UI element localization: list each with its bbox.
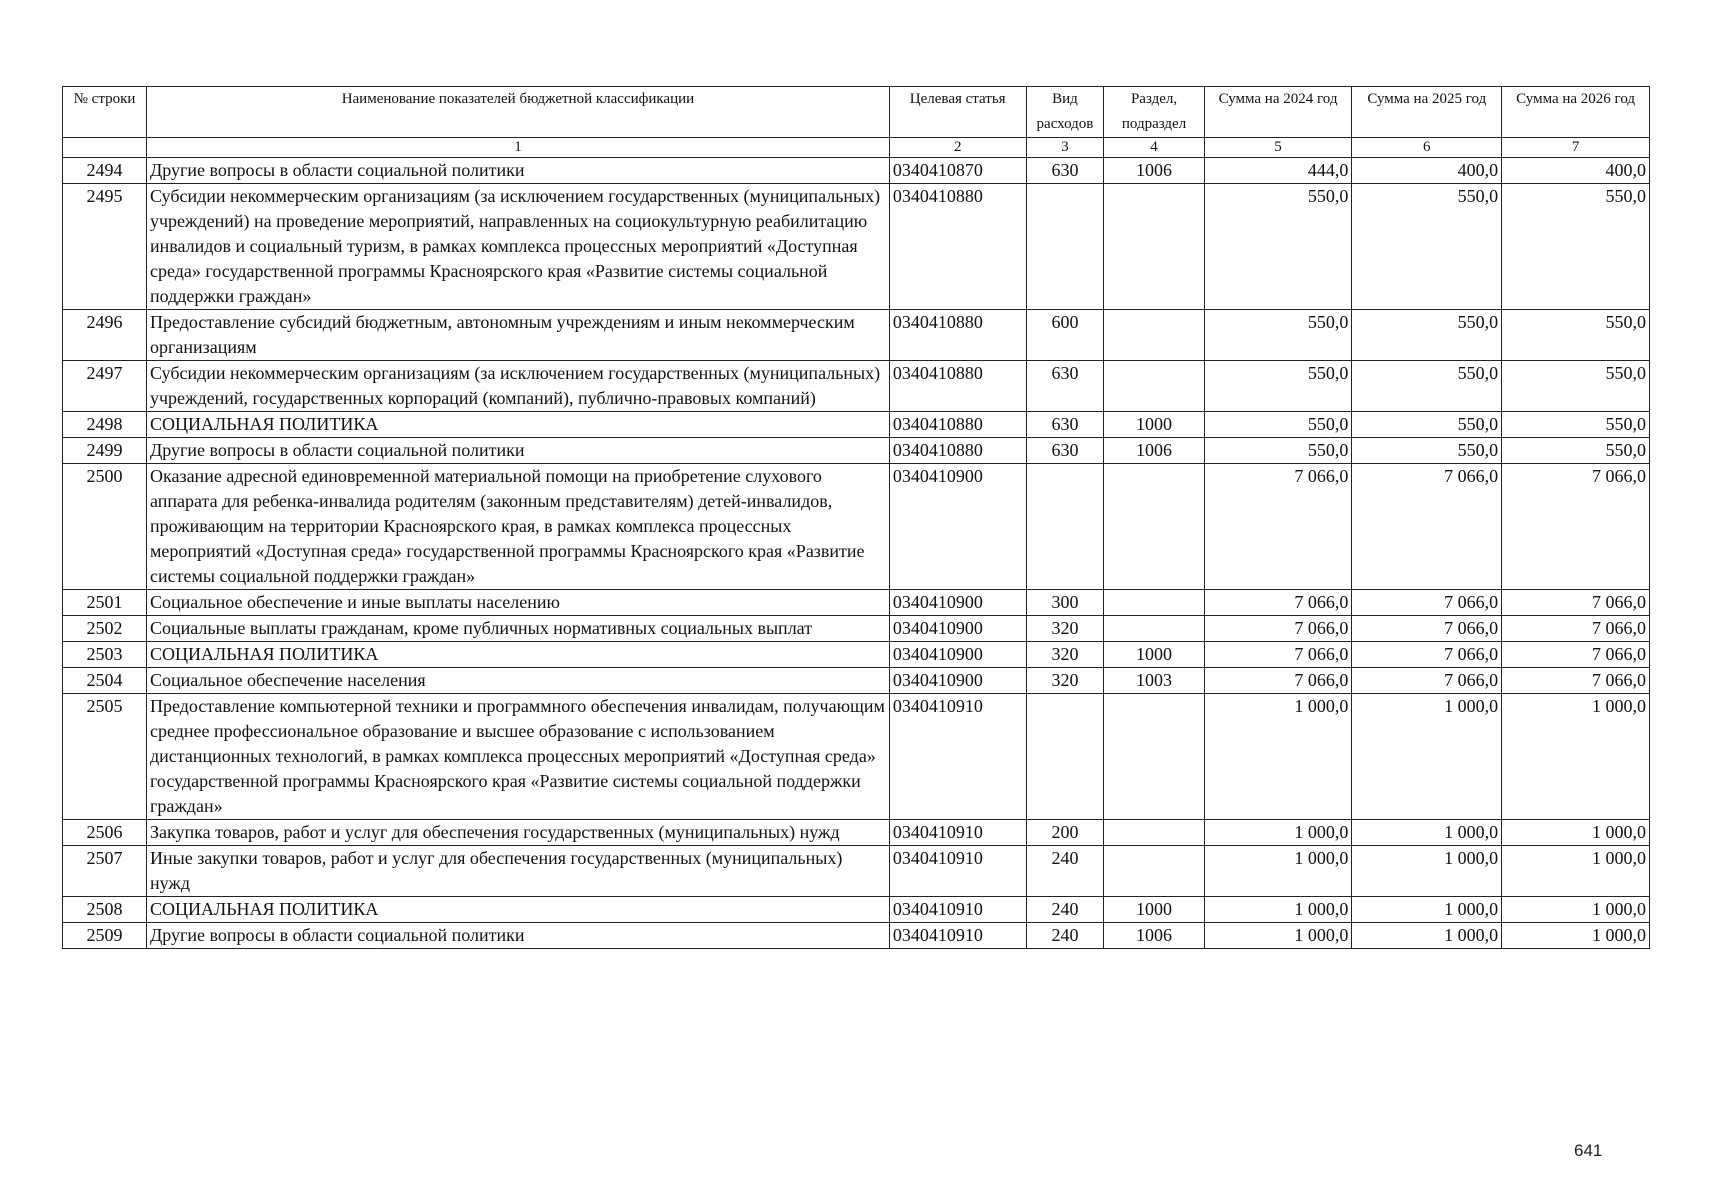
sum-2026-cell: 550,0: [1502, 361, 1650, 412]
expense-type-cell: 630: [1026, 438, 1104, 464]
section-cell: [1104, 820, 1204, 846]
sum-2025-cell: 550,0: [1352, 438, 1502, 464]
table-row: [63, 464, 1650, 590]
indicator-name-cell: Оказание адресной единовременной материальной помощи на приобретение слухового аппарата для ребенка-инвалида родителям (законным представителям) детей-инвалидов, проживающим на территории Красноярского края, в рамках комплекса процессных мероприятий «Доступная среда» государственной программы Красноярского края «Развитие системы социальной поддержки граждан»: [147, 464, 890, 590]
row-number-cell: 2497: [63, 361, 147, 412]
section-cell: [1104, 846, 1204, 897]
sum-2026-cell: 550,0: [1502, 184, 1650, 310]
sum-2026-cell: 550,0: [1502, 412, 1650, 438]
sum-2026-cell: 7 066,0: [1502, 464, 1650, 590]
column-number: 6: [1352, 138, 1502, 158]
table-row: [63, 668, 1650, 694]
column-number: 3: [1026, 138, 1104, 158]
target-article-cell: 0340410900: [889, 590, 1026, 616]
indicator-name-cell: Социальные выплаты гражданам, кроме публичных нормативных социальных выплат: [147, 616, 890, 642]
table-row: [63, 897, 1650, 923]
section-cell: 1000: [1104, 897, 1204, 923]
expense-type-cell: [1026, 464, 1104, 590]
sum-2026-cell: 1 000,0: [1502, 846, 1650, 897]
header-section: Раздел, подраздел: [1104, 87, 1204, 138]
sum-2024-cell: 7 066,0: [1204, 616, 1352, 642]
column-number: [63, 138, 147, 158]
section-cell: [1104, 310, 1204, 361]
row-number-cell: 2495: [63, 184, 147, 310]
expense-type-cell: 630: [1026, 361, 1104, 412]
table-row: [63, 184, 1650, 310]
section-cell: [1104, 184, 1204, 310]
sum-2025-cell: 550,0: [1352, 412, 1502, 438]
indicator-name-cell: Социальное обеспечение населения: [147, 668, 890, 694]
indicator-name-cell: Социальное обеспечение и иные выплаты населению: [147, 590, 890, 616]
table-row: [63, 310, 1650, 361]
sum-2024-cell: 550,0: [1204, 361, 1352, 412]
indicator-name-cell: Другие вопросы в области социальной политики: [147, 438, 890, 464]
sum-2024-cell: 1 000,0: [1204, 897, 1352, 923]
sum-2024-cell: 1 000,0: [1204, 923, 1352, 949]
table-row: [63, 642, 1650, 668]
indicator-name-cell: Другие вопросы в области социальной политики: [147, 158, 890, 184]
sum-2024-cell: 550,0: [1204, 438, 1352, 464]
budget-classification-table: [62, 86, 1650, 949]
expense-type-cell: [1026, 184, 1104, 310]
column-number: 7: [1502, 138, 1650, 158]
indicator-name-cell: СОЦИАЛЬНАЯ ПОЛИТИКА: [147, 642, 890, 668]
sum-2024-cell: 7 066,0: [1204, 668, 1352, 694]
sum-2026-cell: 550,0: [1502, 438, 1650, 464]
indicator-name-cell: СОЦИАЛЬНАЯ ПОЛИТИКА: [147, 412, 890, 438]
indicator-name-cell: Субсидии некоммерческим организациям (за исключением государственных (муниципальных) учреждений) на проведение мероприятий, направленных на социокультурную реабилитацию инвалидов и социальный туризм, в рамках комплекса процессных мероприятий «Доступная среда» государственной программы Красноярского края «Развитие системы социальной поддержки граждан»: [147, 184, 890, 310]
table-row: [63, 361, 1650, 412]
table-row: [63, 820, 1650, 846]
table-row: [63, 590, 1650, 616]
target-article-cell: 0340410910: [889, 694, 1026, 820]
target-article-cell: 0340410880: [889, 184, 1026, 310]
row-number-cell: 2496: [63, 310, 147, 361]
row-number-cell: 2502: [63, 616, 147, 642]
target-article-cell: 0340410910: [889, 923, 1026, 949]
row-number-cell: 2504: [63, 668, 147, 694]
sum-2025-cell: 7 066,0: [1352, 668, 1502, 694]
target-article-cell: 0340410900: [889, 464, 1026, 590]
indicator-name-cell: Предоставление субсидий бюджетным, автономным учреждениям и иным некоммерческим организациям: [147, 310, 890, 361]
section-cell: 1003: [1104, 668, 1204, 694]
section-cell: 1006: [1104, 158, 1204, 184]
row-number-cell: 2509: [63, 923, 147, 949]
row-number-cell: 2498: [63, 412, 147, 438]
section-cell: 1006: [1104, 438, 1204, 464]
target-article-cell: 0340410910: [889, 820, 1026, 846]
section-cell: [1104, 464, 1204, 590]
header-sum-2026: Сумма на 2026 год: [1502, 87, 1650, 138]
expense-type-cell: [1026, 694, 1104, 820]
table-row: [63, 694, 1650, 820]
row-number-cell: 2494: [63, 158, 147, 184]
row-number-cell: 2503: [63, 642, 147, 668]
indicator-name-cell: Иные закупки товаров, работ и услуг для обеспечения государственных (муниципальных) нужд: [147, 846, 890, 897]
indicator-name-cell: Субсидии некоммерческим организациям (за исключением государственных (муниципальных) учреждений, государственных корпораций (компаний), публично-правовых компаний): [147, 361, 890, 412]
sum-2024-cell: 1 000,0: [1204, 694, 1352, 820]
expense-type-cell: 320: [1026, 668, 1104, 694]
target-article-cell: 0340410900: [889, 642, 1026, 668]
row-number-cell: 2505: [63, 694, 147, 820]
header-sum-2025: Сумма на 2025 год: [1352, 87, 1502, 138]
header-name: Наименование показателей бюджетной классификации: [147, 87, 890, 138]
table-header: [63, 87, 1650, 158]
section-cell: 1006: [1104, 923, 1204, 949]
table-row: [63, 616, 1650, 642]
sum-2026-cell: 1 000,0: [1502, 820, 1650, 846]
indicator-name-cell: Закупка товаров, работ и услуг для обеспечения государственных (муниципальных) нужд: [147, 820, 890, 846]
indicator-name-cell: Предоставление компьютерной техники и программного обеспечения инвалидам, получающим среднее профессиональное образование и высшее образование с использованием дистанционных технологий, в рамках комплекса процессных мероприятий «Доступная среда» государственной программы Красноярского края «Развитие системы социальной поддержки граждан»: [147, 694, 890, 820]
target-article-cell: 0340410900: [889, 616, 1026, 642]
section-cell: [1104, 616, 1204, 642]
row-number-cell: 2506: [63, 820, 147, 846]
expense-type-cell: 300: [1026, 590, 1104, 616]
table-row: [63, 923, 1650, 949]
column-number: 5: [1204, 138, 1352, 158]
sum-2025-cell: 7 066,0: [1352, 642, 1502, 668]
target-article-cell: 0340410910: [889, 897, 1026, 923]
target-article-cell: 0340410880: [889, 310, 1026, 361]
sum-2026-cell: 7 066,0: [1502, 590, 1650, 616]
sum-2026-cell: 1 000,0: [1502, 694, 1650, 820]
expense-type-cell: 600: [1026, 310, 1104, 361]
sum-2025-cell: 7 066,0: [1352, 616, 1502, 642]
indicator-name-cell: Другие вопросы в области социальной политики: [147, 923, 890, 949]
sum-2025-cell: 1 000,0: [1352, 846, 1502, 897]
sum-2024-cell: 1 000,0: [1204, 846, 1352, 897]
target-article-cell: 0340410910: [889, 846, 1026, 897]
row-number-cell: 2501: [63, 590, 147, 616]
target-article-cell: 0340410880: [889, 438, 1026, 464]
sum-2025-cell: 7 066,0: [1352, 464, 1502, 590]
expense-type-cell: 200: [1026, 820, 1104, 846]
sum-2026-cell: 7 066,0: [1502, 668, 1650, 694]
header-sum-2024: Сумма на 2024 год: [1204, 87, 1352, 138]
sum-2025-cell: 550,0: [1352, 310, 1502, 361]
sum-2025-cell: 1 000,0: [1352, 694, 1502, 820]
target-article-cell: 0340410880: [889, 412, 1026, 438]
sum-2024-cell: 1 000,0: [1204, 820, 1352, 846]
sum-2025-cell: 550,0: [1352, 184, 1502, 310]
row-number-cell: 2508: [63, 897, 147, 923]
sum-2026-cell: 550,0: [1502, 310, 1650, 361]
sum-2024-cell: 7 066,0: [1204, 590, 1352, 616]
row-number-cell: 2507: [63, 846, 147, 897]
expense-type-cell: 240: [1026, 897, 1104, 923]
sum-2026-cell: 7 066,0: [1502, 642, 1650, 668]
sum-2025-cell: 550,0: [1352, 361, 1502, 412]
expense-type-cell: 630: [1026, 158, 1104, 184]
table-row: [63, 412, 1650, 438]
header-expense-type: Вид расходов: [1026, 87, 1104, 138]
section-cell: 1000: [1104, 642, 1204, 668]
expense-type-cell: 630: [1026, 412, 1104, 438]
sum-2025-cell: 7 066,0: [1352, 590, 1502, 616]
column-number-row: [63, 138, 1650, 158]
section-cell: [1104, 590, 1204, 616]
sum-2026-cell: 7 066,0: [1502, 616, 1650, 642]
budget-page: [62, 86, 1650, 949]
table-row: [63, 158, 1650, 184]
section-cell: [1104, 361, 1204, 412]
sum-2025-cell: 1 000,0: [1352, 897, 1502, 923]
column-number: 4: [1104, 138, 1204, 158]
table-row: [63, 846, 1650, 897]
page-number: 641: [1574, 1141, 1603, 1160]
section-cell: 1000: [1104, 412, 1204, 438]
sum-2025-cell: 1 000,0: [1352, 820, 1502, 846]
sum-2024-cell: 550,0: [1204, 412, 1352, 438]
table-body: [63, 158, 1650, 949]
table-row: [63, 438, 1650, 464]
target-article-cell: 0340410900: [889, 668, 1026, 694]
sum-2024-cell: 550,0: [1204, 184, 1352, 310]
row-number-cell: 2499: [63, 438, 147, 464]
column-number: 1: [147, 138, 890, 158]
target-article-cell: 0340410880: [889, 361, 1026, 412]
section-cell: [1104, 694, 1204, 820]
column-number: 2: [889, 138, 1026, 158]
expense-type-cell: 320: [1026, 616, 1104, 642]
sum-2024-cell: 7 066,0: [1204, 464, 1352, 590]
target-article-cell: 0340410870: [889, 158, 1026, 184]
header-row: [63, 87, 1650, 138]
sum-2026-cell: 1 000,0: [1502, 923, 1650, 949]
row-number-cell: 2500: [63, 464, 147, 590]
expense-type-cell: 240: [1026, 846, 1104, 897]
expense-type-cell: 320: [1026, 642, 1104, 668]
sum-2026-cell: 1 000,0: [1502, 897, 1650, 923]
sum-2025-cell: 400,0: [1352, 158, 1502, 184]
sum-2024-cell: 444,0: [1204, 158, 1352, 184]
expense-type-cell: 240: [1026, 923, 1104, 949]
sum-2024-cell: 550,0: [1204, 310, 1352, 361]
header-target-article: Целевая статья: [889, 87, 1026, 138]
header-row-number: № строки: [63, 87, 147, 138]
sum-2024-cell: 7 066,0: [1204, 642, 1352, 668]
indicator-name-cell: СОЦИАЛЬНАЯ ПОЛИТИКА: [147, 897, 890, 923]
sum-2025-cell: 1 000,0: [1352, 923, 1502, 949]
sum-2026-cell: 400,0: [1502, 158, 1650, 184]
